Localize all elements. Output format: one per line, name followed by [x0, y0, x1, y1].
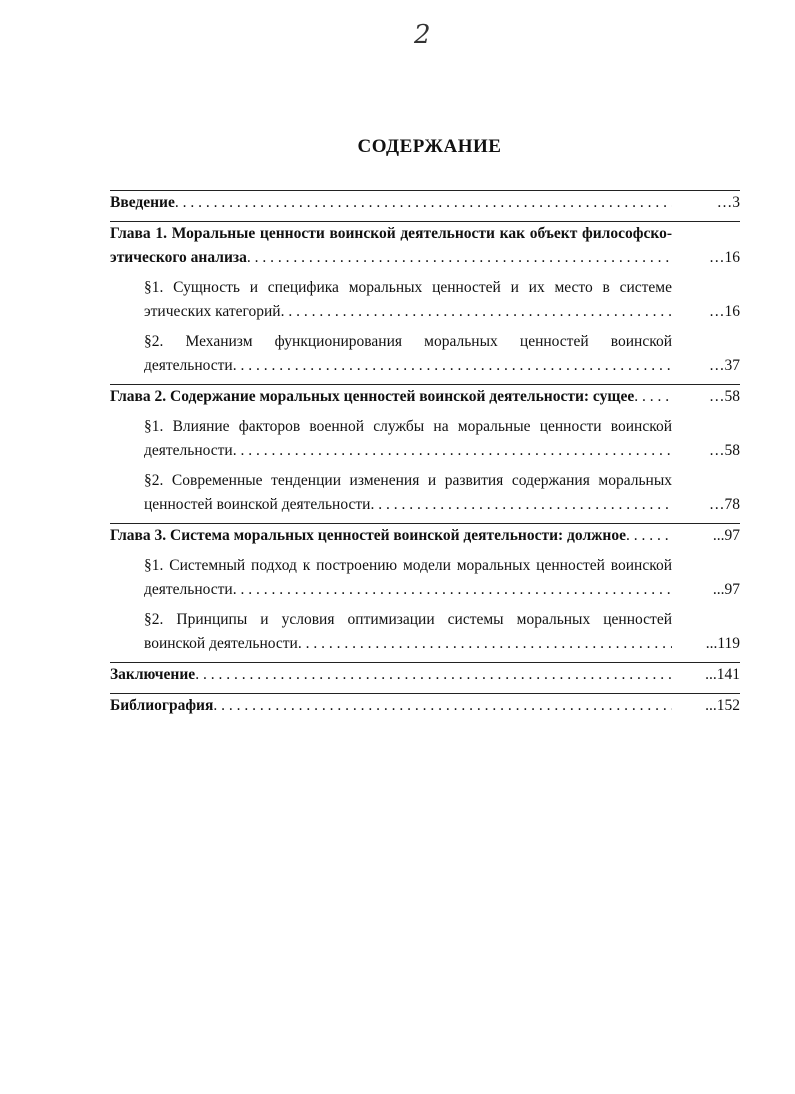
- toc-row-introduction: [110, 191, 740, 216]
- toc-page-number: ...119: [705, 635, 740, 652]
- toc-title: СОДЕРЖАНИЕ: [357, 136, 502, 157]
- toc-row-chapter-3: [110, 524, 740, 549]
- toc-page-number: …16: [682, 222, 740, 271]
- toc-entry-text: §1. Влияние факторов военной службы на моральные ценности воинской деятельности . . .: [110, 415, 672, 463]
- toc-entry-text: §2. Современные тенденции изменения и развития содержания моральных ценностей воинской деятельности . . .: [110, 469, 672, 517]
- toc-page-number: ...141: [682, 663, 740, 688]
- toc-page-number: …78: [709, 496, 740, 513]
- toc-entry-text: Глава 1. Моральные ценности воинской деятельности как объект философско-этического анализа . . .: [110, 222, 672, 270]
- toc-row-bibliography: [110, 694, 740, 719]
- toc-entry-text: §2. Принципы и условия оптимизации системы моральных ценностей воинской деятельности . . .: [110, 608, 672, 656]
- toc-entry-text: §1. Сущность и специфика моральных ценностей и их место в системе этических категорий . . .: [110, 276, 672, 324]
- toc-row-chapter-1-section-1: [110, 276, 740, 324]
- toc-row-chapter-3-section-1: [110, 554, 740, 602]
- toc-page-number: …58: [682, 385, 740, 410]
- toc-row-chapter-2-section-1: [110, 415, 740, 463]
- toc-entry-text: Заключение . . .: [110, 663, 672, 687]
- toc-page-number: ...97: [682, 524, 740, 549]
- toc-entry-text: §1. Системный подход к построению модели моральных ценностей воинской деятельности . . .: [110, 554, 672, 602]
- toc-entry-text: Библиография . . .: [110, 694, 672, 718]
- toc-entry-text: Глава 2. Содержание моральных ценностей воинской деятельности: сущее . . .: [110, 385, 672, 409]
- toc-row-chapter-1: [110, 222, 740, 271]
- toc-entry-text: §2. Механизм функционирования моральных ценностей воинской деятельности . . .: [110, 330, 672, 378]
- toc-row-chapter-2-section-2: [110, 469, 740, 517]
- toc-page-number: …37: [709, 357, 740, 374]
- toc-entry-text: Введение . . .: [110, 191, 672, 215]
- toc-entry-text: Глава 3. Система моральных ценностей воинской деятельности: должное . . .: [110, 524, 672, 548]
- toc-page-number: ...97: [712, 581, 740, 598]
- toc-row-chapter-1-section-2: [110, 330, 740, 378]
- toc-page-number: ...152: [682, 694, 740, 719]
- toc-page-number: …16: [709, 303, 740, 320]
- handwritten-page-number: 2: [414, 20, 431, 50]
- toc-row-conclusion: [110, 663, 740, 688]
- toc-page-number: …58: [709, 442, 740, 459]
- toc-row-chapter-3-section-2: [110, 608, 740, 656]
- toc-page-number: …3: [682, 191, 740, 216]
- toc-row-chapter-2: [110, 385, 740, 410]
- table-of-contents: [110, 190, 740, 718]
